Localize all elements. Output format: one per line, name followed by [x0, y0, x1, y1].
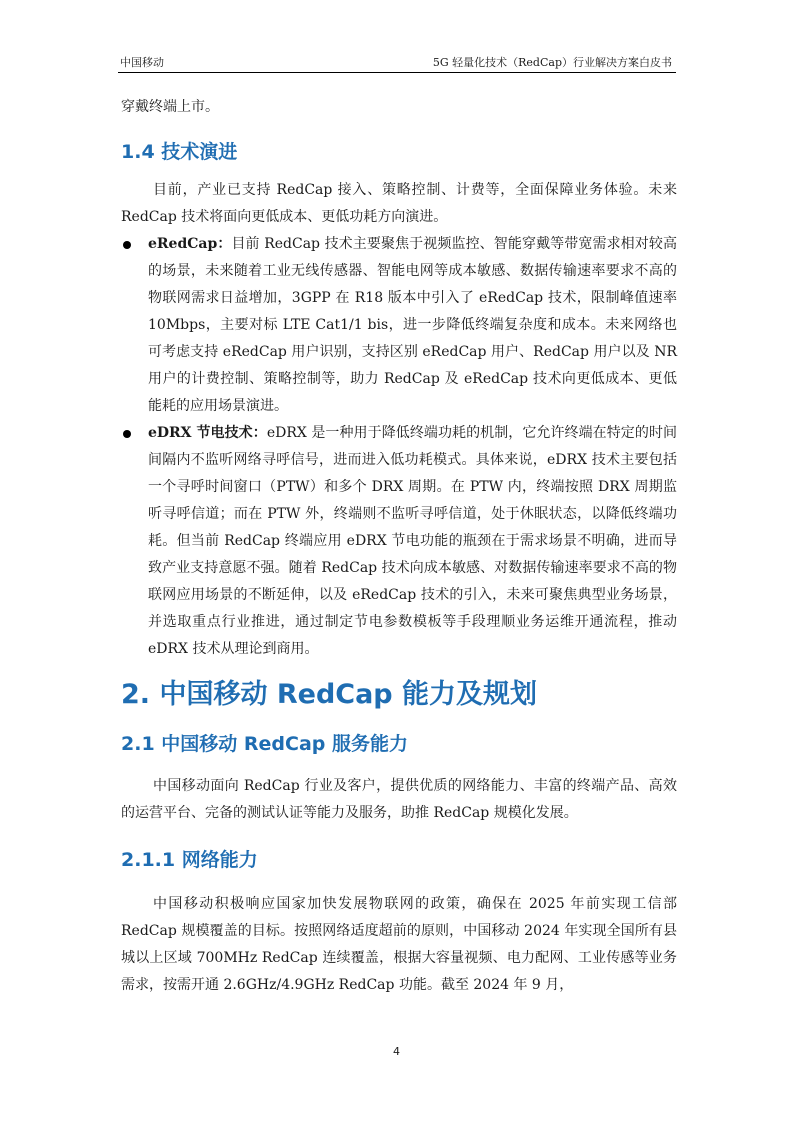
bullet-text: eDRX 是一种用于降低终端功耗的机制，它允许终端在特定的时间间隔内不监听网络寻呼信号，进而进入低功耗模式。具体来说，eDRX 技术主要包括一个寻呼时间窗口（PTW）和多个 DRX 周期。在 PTW 内，终端按照 DRX 周期监听寻呼信道；而在 PTW 外，终端则不监听寻呼信道，处于休眠状态，以降低终端功耗。但当前 RedCap 终端应用 eDRX 节电功能的瓶颈在于需求场景不明确，进而导致产业支持意愿不强。随着 RedCap 技术向成本敏感、对数据传输速率要求不高的物联网应用场景的不断延伸，以及 eRedCap 技术的引入，未来可聚焦典型业务场景，并选取重点行业推进，通过制定节电参数模板等手段理顺业务运维开通流程，推动 eDRX 技术从理论到商用。 — [148, 425, 678, 657]
carry-over-text: 穿戴终端上市。 — [121, 99, 219, 115]
bullet-paragraph — [148, 420, 677, 663]
bullet-dot-icon — [123, 430, 131, 438]
section-heading-2-1-1: 2.1.1 网络能力 — [121, 849, 258, 871]
page-content — [121, 94, 677, 999]
header-org: 中国移动 — [120, 56, 164, 69]
section-heading-2-1: 2.1 中国移动 RedCap 服务能力 — [121, 733, 408, 755]
running-header — [118, 52, 676, 73]
bullet-paragraph — [148, 231, 677, 420]
header-doc-title: 5G 轻量化技术（RedCap）行业解决方案白皮书 — [432, 56, 672, 69]
bullet-item-edrx — [121, 420, 677, 663]
section-2-1-paragraph: 中国移动面向 RedCap 行业及客户，提供优质的网络能力、丰富的终端产品、高效的运营平台、完备的测试认证等能力及服务，助推 RedCap 规模化发展。 — [121, 778, 677, 821]
bullet-term: eDRX 节电技术： — [148, 425, 267, 441]
bullet-term: eRedCap： — [148, 236, 232, 252]
section-heading-1-4: 1.4 技术演进 — [121, 141, 238, 163]
bullet-dot-icon — [123, 241, 131, 249]
chapter-heading-2: 2. 中国移动 RedCap 能力及规划 — [121, 679, 538, 710]
bullet-item-eredcap — [121, 231, 677, 420]
page-number: 4 — [393, 1045, 400, 1058]
bullet-text: 目前 RedCap 技术主要聚焦于视频监控、智能穿戴等带宽需求相对较高的场景，未来随着工业无线传感器、智能电网等成本敏感、数据传输速率要求不高的物联网需求日益增加，3GPP 在 R18 版本中引入了 eRedCap 技术，限制峰值速率 10Mbps，主要对标 LTE Cat1/1 bis，进一步降低终端复杂度和成本。未来网络也可考虑支持 eRedCap 用户识别，支持区别 eRedCap 用户、RedCap 用户以及 NR 用户的计费控制、策略控制等，助力 RedCap 及 eRedCap 技术向更低成本、更低能耗的应用场景演进。 — [148, 236, 677, 414]
section-2-1-1-paragraph: 中国移动积极响应国家加快发展物联网的政策，确保在 2025 年前实现工信部 RedCap 规模覆盖的目标。按照网络适度超前的原则，中国移动 2024 年实现全国所有县城以上区域 700MHz RedCap 连续覆盖，根据大容量视频、电力配网、工业传感等业务需求，按需开通 2.6GHz/4.9GHz RedCap 功能。截至 2024 年 9 月， — [121, 896, 677, 993]
section-1-4-paragraph: 目前，产业已支持 RedCap 接入、策略控制、计费等，全面保障业务体验。未来 RedCap 技术将面向更低成本、更低功耗方向演进。 — [121, 182, 677, 225]
